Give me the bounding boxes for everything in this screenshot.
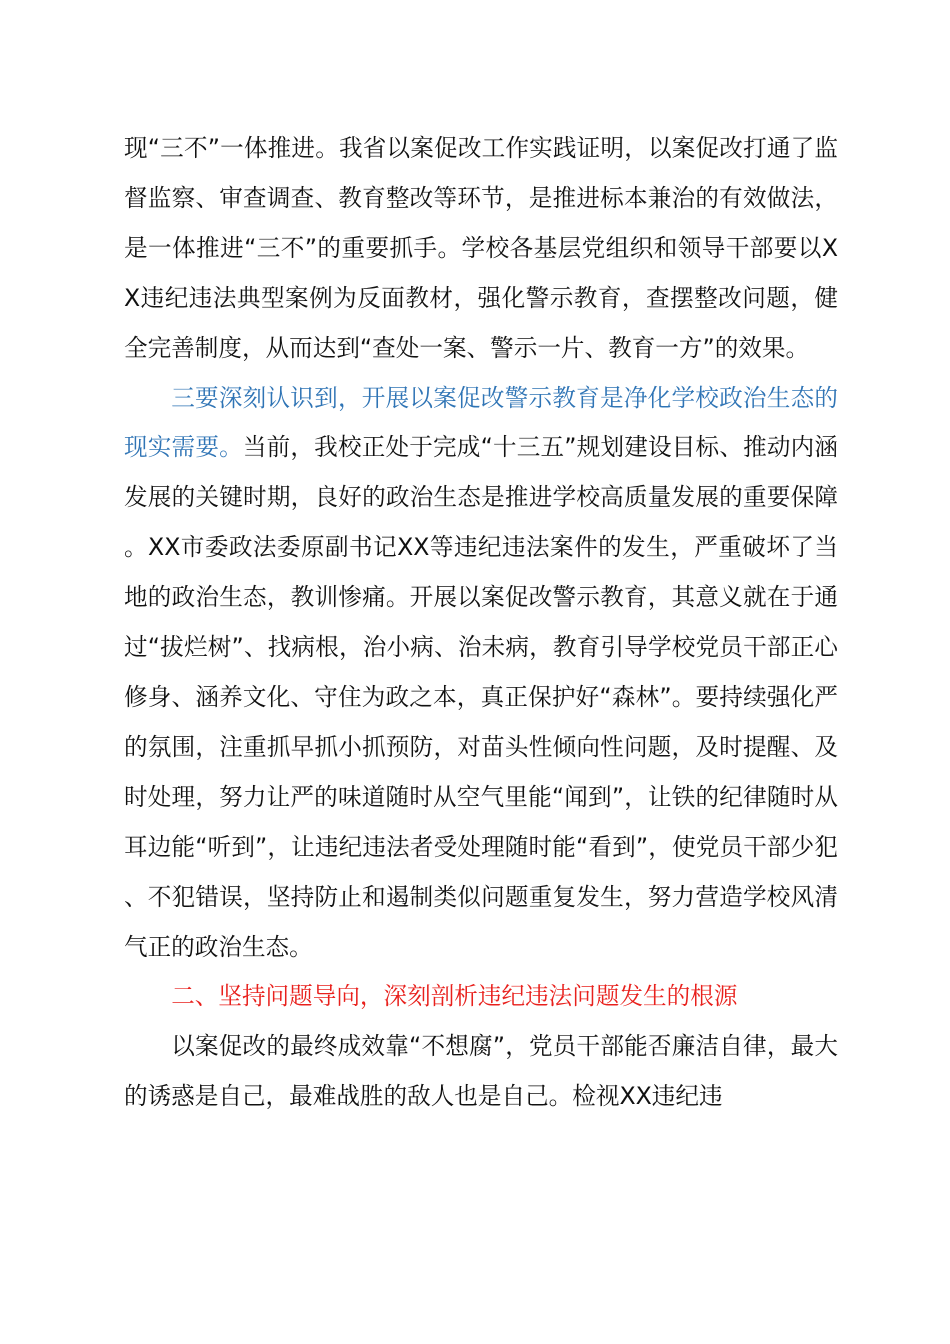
paragraph-continuation [124,124,838,374]
paragraph-section-two-intro [124,1022,838,1122]
paragraph-third-point [124,374,838,973]
paragraph-text: 当前，我校正处于完成“十三五”规划建设目标、推动内涵发展的关键时期，良好的政治生态是推进学校高质量发展的重要保障。XX市委政法委原副书记XX等违纪违法案件的发生，严重破坏了当地的政治生态，教训惨痛。开展以案促改警示教育，其意义就在于通过“拔烂树”、找病根，治小病、治未病，教育引导学校党员干部正心修身、涵养文化、守住为政之本，真正保护好“森林”。要持续强化严的氛围，注重抓早抓小抓预防，对苗头性倾向性问题，及时提醒、及时处理，努力让严的味道随时从空气里能“闻到”，让铁的纪律随时从耳边能“听到”，让违纪违法者受处理随时能“看到”，使党员干部少犯、不犯错误，坚持防止和遏制类似问题重复发生，努力营造学校风清气正的政治生态。 [124,433,838,961]
document-page [124,124,838,1122]
section-heading: 二、坚持问题导向，深刻剖析违纪违法问题发生的根源 [171,982,738,1011]
paragraph-text: 现“三不”一体推进。我省以案促改工作实践证明，以案促改打通了监督监察、审查调查、教育整改等环节，是推进标本兼治的有效做法，是一体推进“三不”的重要抓手。学校各基层党组织和领导干部要以XX违纪违法典型案例为反面教材，强化警示教育，查摆整改问题，健全完善制度，从而达到“查处一案、警示一片、教育一方”的效果。 [124,134,838,362]
emphasis-lead-sentence: 三要深刻认识到，开展以案促改警示教育是净化学校政治生态的现实需要。 [124,383,838,462]
paragraph-text: 以案促改的最终成效靠“不想腐”，党员干部能否廉洁自律，最大的诱惑是自己，最难战胜的敌人也是自己。检视XX违纪违 [124,1032,838,1111]
